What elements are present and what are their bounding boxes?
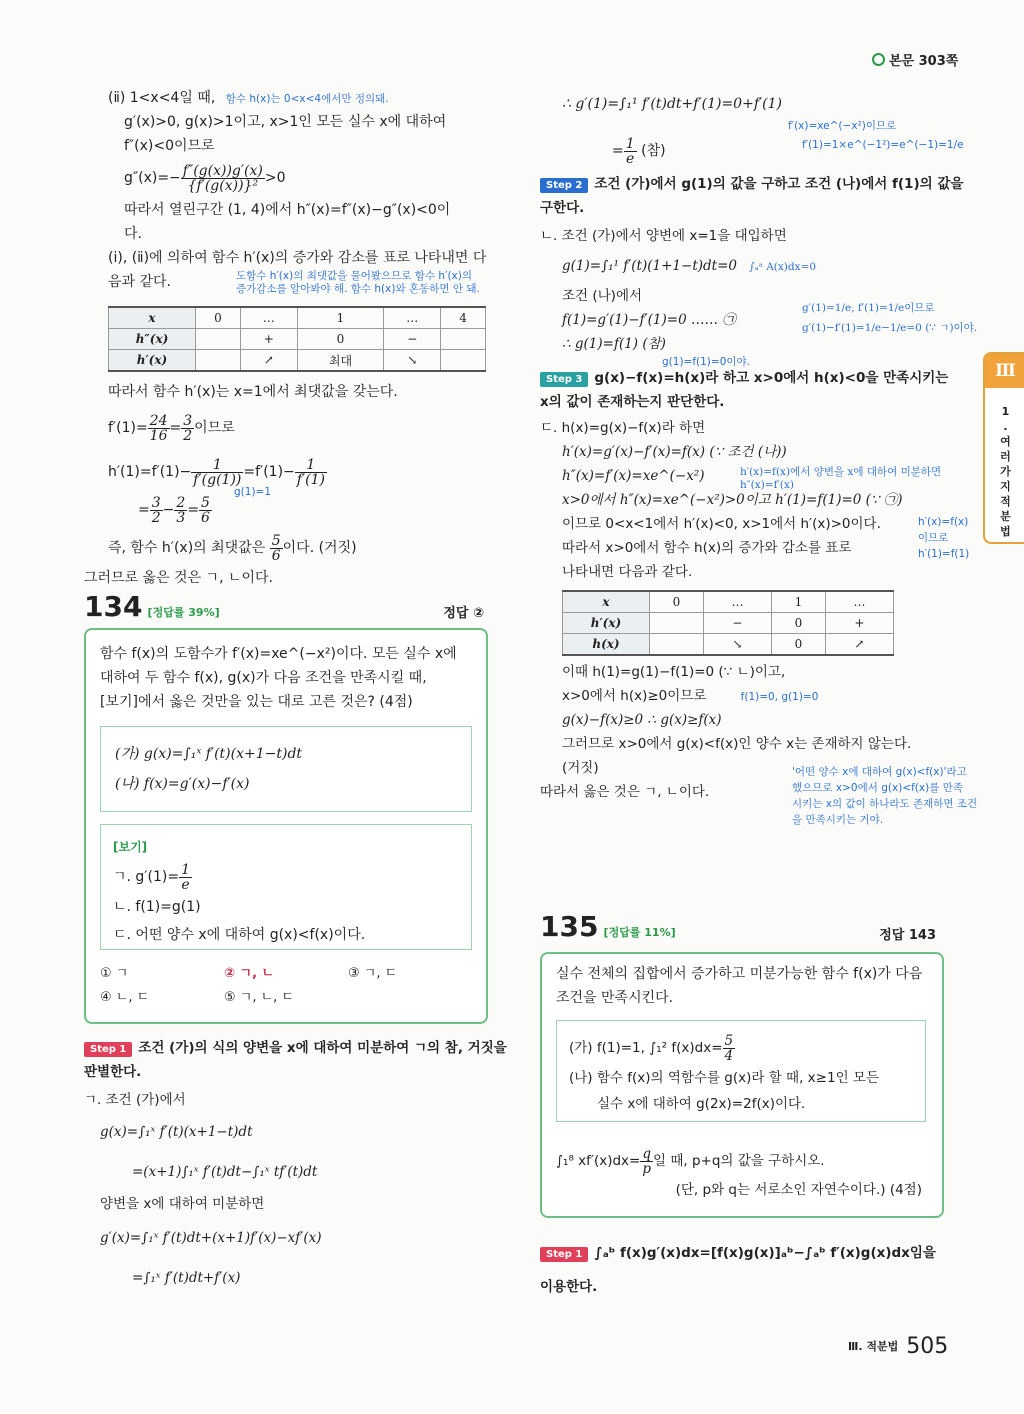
case2-head: (ⅱ) 1<x<4일 때, xyxy=(108,90,216,106)
conditions-box xyxy=(100,726,472,812)
solution-line: 양변을 x에 대하여 미분하면 xyxy=(100,1196,265,1212)
question-line: 실수 전체의 집합에서 증가하고 미분가능한 함수 f(x)가 다음 xyxy=(556,966,923,982)
answer-label: 정답 143 xyxy=(879,928,936,943)
question-condition: (단, p와 q는 서로소인 자연수이다.) (4점) xyxy=(675,1182,922,1198)
note-g1-f1: g(1)=f(1)=0이야. xyxy=(662,356,751,368)
solution-line: g(1)=∫₁¹ f′(t)(1+1−t)dt=0 ∫ₐᵃ A(x)dx=0 xyxy=(562,258,817,274)
table-cell: 0 xyxy=(771,634,825,656)
text-line: 따라서 함수 h′(x)는 x=1에서 최댓값을 갖는다. xyxy=(108,384,398,400)
table-cell: 1 xyxy=(297,307,384,329)
equation-f-prime-1: f′(1)= $\frac{24}{16}$ = $\frac{3}{2}$ 이므로 xyxy=(108,412,235,444)
step-badge: Step 2 xyxy=(540,178,588,193)
table-cell: h′(x) xyxy=(563,613,650,634)
note-g-prime: g′(1)=1/e, f′(1)=1/e이므로 g′(1)−f′(1)=1/e−1/e=0 (∵ ㄱ)이야. xyxy=(802,302,978,334)
condition-na: (나) 함수 f(x)의 역함수를 g(x)라 할 때, x≥1인 모든 xyxy=(569,1070,879,1086)
solution-line: ∴ g(1)=f(1) (참) xyxy=(562,336,666,352)
problem-135-box xyxy=(540,952,944,1218)
solution-line: x>0에서 h(x)≥0이므로 f(1)=0, g(1)=0 xyxy=(562,688,819,704)
table-cell: … xyxy=(703,591,771,613)
bogi-item-1: ㄱ. g′(1)= $\frac{1}{e}$ xyxy=(113,861,190,893)
solution-line: 이므로 0<x<1에서 h′(x)<0, x>1에서 h′(x)>0이다. xyxy=(562,516,881,532)
chapter-side-tab xyxy=(983,352,1024,544)
question-integral: ∫₁⁸ xf′(x)dx= $\frac{q}{p}$ 일 때, p+q의 값을 구하시오. xyxy=(556,1145,825,1177)
note-h-prime-f: h′(x)=f(x) 이므로 h′(1)=f(1) xyxy=(918,516,970,560)
note-f-prime: f′(x)=xe^(−x²)이므로 xyxy=(788,120,897,132)
table-row xyxy=(563,613,894,634)
chapter-name: Ⅲ. 적분법 xyxy=(848,1340,899,1353)
right-step1: Step 1 ∫ₐᵇ f(x)g′(x)dx=[f(x)g(x)]ₐᵇ−∫ₐᵇ f′(x)g(x)dx임을 이용한다. xyxy=(540,1245,936,1295)
condition-ga: (가) g(x)=∫₁ˣ f′(t)(x+1−t)dt xyxy=(115,746,303,762)
table-cell: ↘ xyxy=(384,350,441,372)
table-cell: 4 xyxy=(441,307,486,329)
circle-icon xyxy=(872,53,885,66)
table-row xyxy=(563,591,894,613)
bogi-item-2: ㄴ. f(1)=g(1) xyxy=(113,899,201,915)
right-step2: Step 2 조건 (가)에서 g(1)의 값을 구하고 조건 (나)에서 f(1)의 값을 구한다. ㄴ. 조건 (가)에서 양변에 x=1을 대입하면 g(1)=∫₁¹ f′(t)(1+1−t)dt=0 ∫ₐᵃ A(x)dx=0 조건 (나)에서 f(1)=g′(1)−f′(1)=0 …… ㉠ g′(1)=1/e, f′(1)=1/e이므로 g′(1)−f′(1)=1/e−1/e=0 (∵ ㄱ)이야. ∴ g(1)=f(1) (참) g(1)=f(1)=0이야. xyxy=(540,172,980,369)
table-cell: − xyxy=(384,329,441,350)
chapter-roman: Ⅲ xyxy=(985,354,1024,388)
choice-1[interactable]: ① ㄱ xyxy=(100,966,129,981)
step-badge: Step 1 xyxy=(540,1247,588,1262)
table-cell: h′(x) xyxy=(109,350,196,372)
left-answer-line: 그러므로 옳은 것은 ㄱ, ㄴ이다. xyxy=(84,570,273,586)
solution-line: x>0에서 h″(x)=xe^(−x²)>0이고 h′(1)=f(1)=0 (∵ ㉠) xyxy=(562,492,903,508)
text-line: 따라서 열린구간 (1, 4)에서 h″(x)=f″(x)−g″(x)<0이 xyxy=(124,202,451,218)
solution-line: 나타내면 다음과 같다. xyxy=(562,564,693,580)
solution-line: 그러므로 x>0에서 g(x)<f(x)인 양수 x는 존재하지 않는다. xyxy=(562,736,912,752)
table-cell: 0 xyxy=(196,307,241,329)
choice-2-selected[interactable]: ② ㄱ, ㄴ xyxy=(224,966,275,981)
table-cell: 0 xyxy=(650,591,704,613)
bogi-item-3: ㄷ. 어떤 양수 x에 대하여 g(x)<f(x)이다. xyxy=(113,927,366,943)
conditions-box xyxy=(556,1020,926,1122)
bogi-box xyxy=(100,824,472,950)
note-f1-g1: f(1)=0, g(1)=0 xyxy=(740,691,819,703)
equation-result: = $\frac{3}{2}$ − $\frac{2}{3}$ = $\frac{5}{6}$ g(1)=1 xyxy=(138,486,272,526)
table-cell: ↗ xyxy=(825,634,893,656)
solution-line: 조건 (나)에서 xyxy=(562,288,643,304)
table-row xyxy=(109,329,486,350)
solution-line: h′(x)=g′(x)−f′(x)=f(x) (∵ 조건 (나)) xyxy=(562,444,787,460)
result-line: = $\frac{1}{e}$ (참) f′(1)=1×e^(−1²)=e^(−1)=1/e xyxy=(612,135,964,167)
table-cell xyxy=(196,329,241,350)
solution-line: f(1)=g′(1)−f′(1)=0 …… ㉠ g′(1)=1/e, f′(1)=1/e이므로 g′(1)−f′(1)=1/e−1/e=0 (∵ ㄱ)이야. xyxy=(540,308,980,332)
note-g1: g(1)=1 xyxy=(234,486,272,498)
table-cell: 최대 xyxy=(297,350,384,372)
answer-label: 정답 ② xyxy=(443,606,484,621)
table-cell: … xyxy=(825,591,893,613)
left-column-mid xyxy=(108,380,493,568)
page-reference: 본문 303쪽 xyxy=(872,50,958,69)
solution-line: h″(x)=f′(x)=xe^(−x²) h′(x)=f(x)에서 양변을 x에 대하여 미분하면 h″(x)=f′(x) xyxy=(562,466,942,491)
solution-line: ㄱ. 조건 (가)에서 xyxy=(84,1092,186,1108)
table-cell xyxy=(650,613,704,634)
choices xyxy=(100,962,470,1010)
question-line: 조건을 만족시킨다. xyxy=(556,990,674,1006)
problem-number: 134 xyxy=(84,590,143,623)
table-cell: 0 xyxy=(771,613,825,634)
solution-line: g′(x)=∫₁ˣ f′(t)dt+(x+1)f′(x)−xf′(x) xyxy=(100,1230,322,1246)
solution-line: 따라서 x>0에서 함수 h(x)의 증가와 감소를 표로 xyxy=(562,540,852,556)
table-cell: … xyxy=(240,307,297,329)
table-cell xyxy=(196,350,241,372)
note-f-prime-1: f′(1)=1×e^(−1²)=e^(−1)=1/e xyxy=(802,139,964,151)
solution-line: ㄴ. 조건 (가)에서 양변에 x=1을 대입하면 xyxy=(540,228,787,244)
correct-rate: [정답률 39%] xyxy=(147,606,220,619)
correct-rate: [정답률 11%] xyxy=(603,926,676,939)
text-line: f″(x)<0이므로 xyxy=(124,138,215,154)
table-row xyxy=(109,307,486,329)
text-line: 다. xyxy=(124,226,142,242)
right-step3: Step 3 g(x)−f(x)=h(x)라 하고 x>0에서 h(x)<0을 만족시키는 x의 값이 존재하는지 판단한다. ㄷ. h(x)=g(x)−f(x)라 하면 h′(x)=g′(x)−f′(x)=f(x) (∵ 조건 (나)) h″(x)=f′(x)=xe^(−x²) h′(x)=f(x)에서 양변을 x에 대하여 미분하면 h″(x)=f′(x) x>0에서 h″(x)=xe^(−x²)>0이고 h′(1)=f(1)=0 (∵ ㉠) 이므로 0<x<1에서 h′(x)<0, x>1에서 h′(x)>0이다. 따라서 x>0에서 함수 h(x)의 증가와 감소를 표로 나타내면 다음과 같다. xyxy=(540,366,980,584)
table-cell xyxy=(441,350,486,372)
table-cell: 1 xyxy=(771,591,825,613)
table-cell xyxy=(650,634,704,656)
solution-line: =(x+1)∫₁ˣ f′(t)dt−∫₁ˣ tf′(t)dt xyxy=(132,1164,318,1180)
solution-line: g(x)−f(x)≥0 ∴ g(x)≥f(x) xyxy=(562,712,722,728)
note-exists: '어떤 양수 x에 대하여 g(x)<f(x)'라고 했으므로 x>0에서 g(x)<f(x)를 만족 시키는 x의 값이 하나라도 존재하면 조건 을 만족시키는 거야. xyxy=(792,766,978,826)
question-line: 대하여 두 함수 f(x), g(x)가 다음 조건을 만족시킬 때, xyxy=(100,670,427,686)
step-badge: Step 1 xyxy=(84,1042,132,1057)
sign-table-h-prime xyxy=(108,306,486,372)
condition-na: (나) f(x)=g′(x)−f′(x) xyxy=(115,776,250,792)
equation-h-prime-1: h′(1)=f′(1)− $\frac{1}{f'(g(1))}$ =f′(1)− $\frac{1}{f'(1)}$ xyxy=(108,456,325,488)
solution-line: =∫₁ˣ f′(t)dt+f′(x) xyxy=(132,1270,241,1286)
table-cell: + xyxy=(240,329,297,350)
choice-3[interactable]: ③ ㄱ, ㄷ xyxy=(348,966,398,981)
answer-line: 따라서 옳은 것은 ㄱ, ㄴ이다. xyxy=(540,784,710,800)
note-integral-zero: ∫ₐᵃ A(x)dx=0 xyxy=(749,261,817,273)
problem-135-header xyxy=(540,910,940,943)
note-h-double-prime: h′(x)=f(x)에서 양변을 x에 대하여 미분하면 h″(x)=f′(x) xyxy=(740,466,942,491)
table-cell: x xyxy=(109,307,196,329)
condition-ga: (가) f(1)=1, ∫₁² f(x)dx= $\frac{5}{4}$ xyxy=(569,1032,734,1064)
choice-4[interactable]: ④ ㄴ, ㄷ xyxy=(100,990,150,1005)
chapter-label: 1 . 여 러 가 지 적 분 법 xyxy=(1000,405,1011,538)
table-row xyxy=(109,350,486,372)
page-footer xyxy=(848,1334,948,1359)
table-cell: x xyxy=(563,591,650,613)
table-cell: h(x) xyxy=(563,634,650,656)
table-cell xyxy=(441,329,486,350)
page-number: 505 xyxy=(906,1334,949,1359)
choice-5[interactable]: ⑤ ㄱ, ㄴ, ㄷ xyxy=(224,990,294,1005)
question-line: 함수 f(x)의 도함수가 f′(x)=xe^(−x²)이다. 모든 실수 x에 xyxy=(100,646,457,662)
table-cell: … xyxy=(384,307,441,329)
table-cell: 0 xyxy=(297,329,384,350)
case2-note: 함수 h(x)는 0<x<4에서만 정의돼. xyxy=(225,93,389,105)
solution-line: ㄷ. h(x)=g(x)−f(x)라 하면 xyxy=(540,420,706,436)
right-column-top xyxy=(562,92,982,169)
solution-line: 이때 h(1)=g(1)−f(1)=0 (∵ ㄴ)이고, xyxy=(562,664,786,680)
problem-number: 135 xyxy=(540,910,599,943)
text-line: 음과 같다. 도함수 h′(x)의 최댓값을 물어봤으므로 함수 h′(x)의 증가감소를 알아봐야 해. 함수 h(x)와 혼동하면 안 돼. xyxy=(108,270,480,295)
problem-134-box xyxy=(84,628,488,1024)
table-cell: ↘ xyxy=(703,634,771,656)
table-cell: h″(x) xyxy=(109,329,196,350)
text-line: (ⅰ), (ⅱ)에 의하여 함수 h′(x)의 증가와 감소를 표로 나타내면 다 xyxy=(108,250,487,266)
equation-g-double-prime: g″(x)=− $\frac{f''(g(x))g'(x)}{\text{\{f′(g(x))\}²}}$ >0 xyxy=(124,162,286,194)
table-cell: − xyxy=(703,613,771,634)
table-cell: ↗ xyxy=(240,350,297,372)
left-column-top xyxy=(108,86,493,294)
problem-134-header xyxy=(84,590,488,623)
bogi-label: [보기] xyxy=(113,840,148,854)
solution-line: (거짓) xyxy=(562,760,599,776)
question-line: [보기]에서 옳은 것만을 있는 대로 고른 것은? (4점) xyxy=(100,694,413,710)
condition-na-cont: 실수 x에 대하여 g(2x)=2f(x)이다. xyxy=(597,1096,806,1112)
conclusion-c: 즉, 함수 h′(x)의 최댓값은 $\frac{5}{6}$ 이다. (거짓) xyxy=(108,532,357,564)
step-badge: Step 3 xyxy=(540,372,588,387)
solution-line: ∴ g′(1)=∫₁¹ f′(t)dt+f′(1)=0+f′(1) xyxy=(562,96,783,112)
solution-line: g(x)=∫₁ˣ f′(t)(x+1−t)dt xyxy=(100,1124,253,1140)
text-line: g′(x)>0, g(x)>1이고, x>1인 모든 실수 x에 대하여 xyxy=(124,114,447,130)
note-derivative-max: 도함수 h′(x)의 최댓값을 물어봤으므로 함수 h′(x)의 증가감소를 알아봐야 해. 함수 h(x)와 혼동하면 안 돼. xyxy=(236,270,480,295)
table-cell: + xyxy=(825,613,893,634)
table-row xyxy=(563,634,894,656)
sign-table-h xyxy=(562,590,894,656)
step1-left: Step 1 조건 (가)의 식의 양변을 x에 대하여 미분하여 ㄱ의 참, 거짓을 판별한다. ㄱ. 조건 (가)에서 g(x)=∫₁ˣ f′(t)(x+1−t)dt =(x+1)∫₁ˣ f′(t)dt−∫₁ˣ tf′(t)dt 양변을 x에 대하여 미분하면 g′(x)=∫₁ˣ f′(t)dt+(x+1)f′(x)−xf′(x) =∫₁ˣ f′(t)dt+f′(x) xyxy=(84,1036,494,1290)
